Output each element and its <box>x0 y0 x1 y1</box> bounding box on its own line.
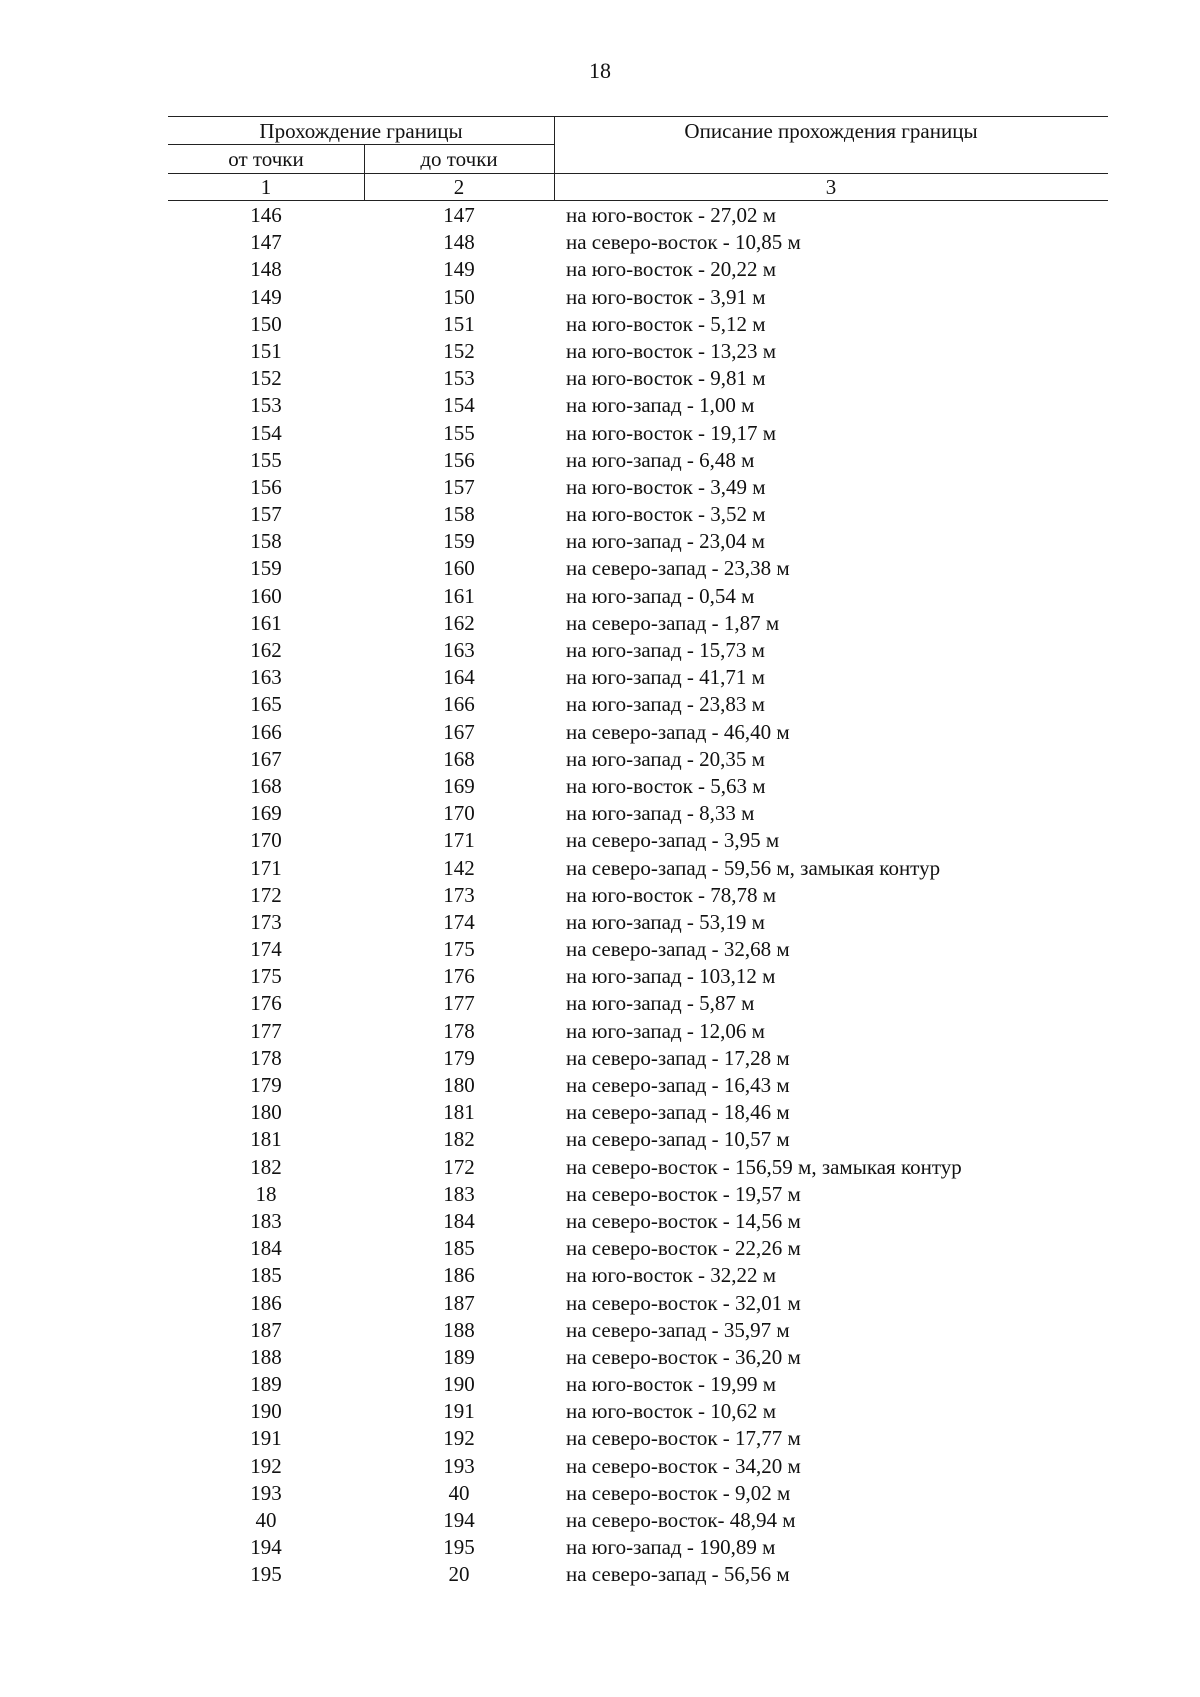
to-point-cell: 186 <box>443 1263 475 1288</box>
table-row <box>168 1154 1108 1181</box>
table-row <box>168 202 1108 229</box>
table-row <box>168 501 1108 528</box>
table-row <box>168 855 1108 882</box>
to-point-cell: 166 <box>443 692 475 717</box>
to-point-cell: 168 <box>443 746 475 771</box>
page-number: 18 <box>589 58 611 83</box>
header-top-rule <box>168 116 1108 117</box>
description-cell: на юго-запад - 0,54 м <box>566 583 755 608</box>
description-cell: на юго-запад - 6,48 м <box>566 447 755 472</box>
from-point-cell: 152 <box>250 366 282 391</box>
table-row <box>168 1262 1108 1289</box>
description-cell: на юго-восток - 19,99 м <box>566 1372 777 1397</box>
description-cell: на юго-запад - 103,12 м <box>566 964 776 989</box>
from-point-cell: 177 <box>250 1018 282 1043</box>
table-row <box>168 827 1108 854</box>
from-point-cell: 162 <box>250 638 282 662</box>
table-row <box>168 284 1108 311</box>
to-point-cell: 20 <box>448 1562 470 1587</box>
from-point-cell: 191 <box>250 1426 282 1451</box>
description-cell: на северо-восток - 10,85 м <box>566 230 801 255</box>
table-row <box>168 1480 1108 1507</box>
description-cell: на юго-восток - 3,52 м <box>566 502 766 527</box>
description-cell: на юго-запад - 8,33 м <box>566 801 755 826</box>
from-point-cell: 163 <box>250 665 282 690</box>
from-point-cell: 154 <box>250 420 282 445</box>
from-point-cell: 180 <box>250 1100 282 1125</box>
to-point-cell: 142 <box>443 855 475 880</box>
table-row <box>168 1534 1108 1561</box>
table-header <box>168 116 1108 202</box>
from-point-cell: 193 <box>250 1480 282 1505</box>
header-bottom-rule <box>168 200 1108 201</box>
description-cell: на юго-восток - 10,62 м <box>566 1399 777 1424</box>
table-row <box>168 555 1108 582</box>
description-cell: на северо-запад - 46,40 м <box>566 719 790 744</box>
description-cell: на северо-восток - 9,02 м <box>566 1480 791 1505</box>
to-point-cell: 158 <box>443 502 475 527</box>
from-point-cell: 190 <box>250 1399 282 1424</box>
table-row <box>168 691 1108 718</box>
table-row <box>168 1126 1108 1153</box>
from-point-cell: 160 <box>250 583 282 608</box>
to-point-cell: 195 <box>443 1535 475 1560</box>
description-cell: на северо-восток - 34,20 м <box>566 1453 801 1478</box>
table-row <box>168 1317 1108 1344</box>
table-row <box>168 1099 1108 1126</box>
from-point-cell: 182 <box>250 1154 282 1179</box>
to-point-cell: 191 <box>443 1399 475 1424</box>
description-cell: на северо-запад - 35,97 м <box>566 1317 790 1342</box>
description-cell: на северо-запад - 3,95 м <box>566 828 780 853</box>
table-row <box>168 1018 1108 1045</box>
from-point-cell: 174 <box>250 937 282 962</box>
to-point-cell: 178 <box>443 1018 475 1043</box>
to-point-cell: 193 <box>443 1453 475 1478</box>
description-cell: на юго-запад - 23,83 м <box>566 692 765 717</box>
to-point-cell: 152 <box>443 338 475 363</box>
table-row <box>168 1290 1108 1317</box>
from-point-cell: 173 <box>250 909 282 934</box>
description-cell: на северо-запад - 17,28 м <box>566 1045 790 1070</box>
to-point-cell: 170 <box>443 801 475 826</box>
to-point-cell: 159 <box>443 529 475 554</box>
table-row <box>168 256 1108 283</box>
description-cell: на северо-восток - 14,56 м <box>566 1208 801 1233</box>
from-point-cell: 149 <box>250 284 282 309</box>
description-cell: на юго-запад - 15,73 м <box>566 638 765 662</box>
description-cell: на юго-запад - 12,06 м <box>566 1018 765 1043</box>
to-point-cell: 192 <box>443 1426 475 1451</box>
table-row <box>168 1181 1108 1208</box>
to-point-cell: 154 <box>443 393 475 418</box>
col1-label: от точки <box>228 147 304 171</box>
from-point-cell: 166 <box>250 719 282 744</box>
table-row <box>168 882 1108 909</box>
col3-label: Описание прохождения границы <box>684 119 978 143</box>
table-row <box>168 420 1108 447</box>
from-point-cell: 146 <box>250 203 282 227</box>
from-point-cell: 176 <box>250 991 282 1016</box>
table-row <box>168 963 1108 990</box>
to-point-cell: 173 <box>443 882 475 907</box>
from-point-cell: 151 <box>250 338 282 363</box>
table-row <box>168 1072 1108 1099</box>
from-point-cell: 165 <box>250 692 282 717</box>
from-point-cell: 153 <box>250 393 282 418</box>
from-point-cell: 194 <box>250 1535 282 1560</box>
table-row <box>168 1344 1108 1371</box>
to-point-cell: 163 <box>443 638 475 662</box>
table-row <box>168 365 1108 392</box>
description-cell: на юго-восток - 5,12 м <box>566 311 766 336</box>
to-point-cell: 175 <box>443 937 475 962</box>
table-row <box>168 1398 1108 1425</box>
from-point-cell: 156 <box>250 474 282 499</box>
boundary-table <box>168 116 1108 1589</box>
to-point-cell: 172 <box>443 1154 475 1179</box>
table-row <box>168 637 1108 664</box>
to-point-cell: 164 <box>443 665 475 690</box>
to-point-cell: 184 <box>443 1208 475 1233</box>
to-point-cell: 174 <box>443 909 475 934</box>
to-point-cell: 177 <box>443 991 475 1016</box>
from-point-cell: 179 <box>250 1073 282 1097</box>
from-point-cell: 195 <box>250 1562 282 1587</box>
to-point-cell: 182 <box>443 1127 475 1152</box>
description-cell: на северо-восток- 48,94 м <box>566 1508 796 1532</box>
to-point-cell: 156 <box>443 447 475 472</box>
from-point-cell: 185 <box>250 1263 282 1288</box>
description-cell: на юго-запад - 41,71 м <box>566 665 765 690</box>
to-point-cell: 188 <box>443 1317 475 1342</box>
description-cell: на юго-запад - 5,87 м <box>566 991 755 1016</box>
to-point-cell: 179 <box>443 1045 475 1070</box>
to-point-cell: 167 <box>443 719 475 744</box>
description-cell: на северо-восток - 156,59 м, замыкая контур <box>566 1154 962 1179</box>
description-cell: на юго-запад - 190,89 м <box>566 1535 776 1560</box>
to-point-cell: 194 <box>443 1508 475 1532</box>
table-row <box>168 338 1108 365</box>
to-point-cell: 181 <box>443 1100 475 1125</box>
from-point-cell: 188 <box>250 1344 282 1369</box>
description-cell: на юго-восток - 3,49 м <box>566 474 766 499</box>
table-row <box>168 474 1108 501</box>
to-point-cell: 157 <box>443 474 475 499</box>
from-point-cell: 18 <box>255 1181 277 1206</box>
table-row <box>168 1235 1108 1262</box>
from-point-cell: 187 <box>250 1317 282 1342</box>
from-point-cell: 148 <box>250 257 282 282</box>
to-point-cell: 150 <box>443 284 475 309</box>
to-point-cell: 169 <box>443 773 475 798</box>
from-point-cell: 172 <box>250 882 282 907</box>
description-cell: на северо-запад - 16,43 м <box>566 1073 790 1097</box>
to-point-cell: 180 <box>443 1073 475 1097</box>
to-point-cell: 176 <box>443 964 475 989</box>
description-cell: на северо-восток - 36,20 м <box>566 1344 801 1369</box>
from-point-cell: 150 <box>250 311 282 336</box>
to-point-cell: 187 <box>443 1290 475 1315</box>
to-point-cell: 185 <box>443 1236 475 1261</box>
description-cell: на юго-восток - 13,23 м <box>566 338 777 363</box>
table-row <box>168 1371 1108 1398</box>
from-point-cell: 184 <box>250 1236 282 1261</box>
table-row <box>168 392 1108 419</box>
col2-label: до точки <box>420 147 498 171</box>
to-point-cell: 162 <box>443 610 475 635</box>
table-row <box>168 936 1108 963</box>
from-point-cell: 157 <box>250 502 282 527</box>
description-cell: на юго-запад - 1,00 м <box>566 393 755 418</box>
to-point-cell: 147 <box>443 203 475 227</box>
table-row <box>168 583 1108 610</box>
description-cell: на северо-запад - 1,87 м <box>566 610 780 635</box>
from-point-cell: 189 <box>250 1372 282 1397</box>
to-point-cell: 40 <box>448 1480 470 1505</box>
table-row <box>168 1453 1108 1480</box>
from-point-cell: 167 <box>250 746 282 771</box>
description-cell: на северо-запад - 32,68 м <box>566 937 790 962</box>
from-point-cell: 171 <box>250 855 282 880</box>
to-point-cell: 189 <box>443 1344 475 1369</box>
table-row <box>168 528 1108 555</box>
description-cell: на северо-восток - 32,01 м <box>566 1290 801 1315</box>
from-point-cell: 147 <box>250 230 282 255</box>
to-point-cell: 148 <box>443 230 475 255</box>
description-cell: на северо-запад - 59,56 м, замыкая контур <box>566 855 941 880</box>
from-point-cell: 175 <box>250 964 282 989</box>
description-cell: на юго-восток - 20,22 м <box>566 257 777 282</box>
to-point-cell: 151 <box>443 311 475 336</box>
description-cell: на юго-запад - 20,35 м <box>566 746 765 771</box>
from-point-cell: 155 <box>250 447 282 472</box>
description-cell: на юго-восток - 9,81 м <box>566 366 766 391</box>
to-point-cell: 149 <box>443 257 475 282</box>
table-row <box>168 746 1108 773</box>
table-row <box>168 719 1108 746</box>
description-cell: на северо-восток - 22,26 м <box>566 1236 801 1261</box>
col3-number: 3 <box>825 175 837 199</box>
table-row <box>168 610 1108 637</box>
from-point-cell: 170 <box>250 828 282 853</box>
table-row <box>168 909 1108 936</box>
description-cell: на юго-восток - 32,22 м <box>566 1263 777 1288</box>
table-row <box>168 800 1108 827</box>
col2-number: 2 <box>453 175 465 199</box>
col1-number: 1 <box>260 175 272 199</box>
description-cell: на юго-запад - 53,19 м <box>566 909 765 934</box>
from-point-cell: 40 <box>255 1508 277 1532</box>
table-row <box>168 1507 1108 1534</box>
to-point-cell: 183 <box>443 1181 475 1206</box>
description-cell: на юго-восток - 78,78 м <box>566 882 777 907</box>
from-point-cell: 186 <box>250 1290 282 1315</box>
table-row <box>168 990 1108 1017</box>
group-underline-rule <box>168 144 554 145</box>
description-cell: на юго-восток - 3,91 м <box>566 284 766 309</box>
from-point-cell: 161 <box>250 610 282 635</box>
to-point-cell: 171 <box>443 828 475 853</box>
from-point-cell: 192 <box>250 1453 282 1478</box>
group-label: Прохождение границы <box>259 119 463 143</box>
description-cell: на северо-запад - 23,38 м <box>566 556 790 581</box>
table-row <box>168 1561 1108 1588</box>
from-point-cell: 178 <box>250 1045 282 1070</box>
from-point-cell: 159 <box>250 556 282 581</box>
from-point-cell: 183 <box>250 1208 282 1233</box>
table-row <box>168 1045 1108 1072</box>
description-cell: на юго-восток - 27,02 м <box>566 203 777 227</box>
from-point-cell: 168 <box>250 773 282 798</box>
from-point-cell: 169 <box>250 801 282 826</box>
table-body <box>168 202 1108 1589</box>
description-cell: на северо-запад - 10,57 м <box>566 1127 790 1152</box>
table-row <box>168 773 1108 800</box>
table-row <box>168 311 1108 338</box>
from-point-cell: 181 <box>250 1127 282 1152</box>
description-cell: на северо-восток - 19,57 м <box>566 1181 801 1206</box>
header-mid-rule <box>168 173 1108 174</box>
to-point-cell: 155 <box>443 420 475 445</box>
description-cell: на юго-восток - 19,17 м <box>566 420 777 445</box>
to-point-cell: 190 <box>443 1372 475 1397</box>
table-row <box>168 229 1108 256</box>
table-row <box>168 664 1108 691</box>
table-row <box>168 1208 1108 1235</box>
description-cell: на северо-восток - 17,77 м <box>566 1426 801 1451</box>
from-point-cell: 158 <box>250 529 282 554</box>
description-cell: на северо-запад - 56,56 м <box>566 1562 790 1587</box>
description-cell: на юго-восток - 5,63 м <box>566 773 766 798</box>
to-point-cell: 161 <box>443 583 475 608</box>
table-row <box>168 1425 1108 1452</box>
description-cell: на юго-запад - 23,04 м <box>566 529 765 554</box>
description-cell: на северо-запад - 18,46 м <box>566 1100 790 1125</box>
to-point-cell: 153 <box>443 366 475 391</box>
table-row <box>168 447 1108 474</box>
to-point-cell: 160 <box>443 556 475 581</box>
